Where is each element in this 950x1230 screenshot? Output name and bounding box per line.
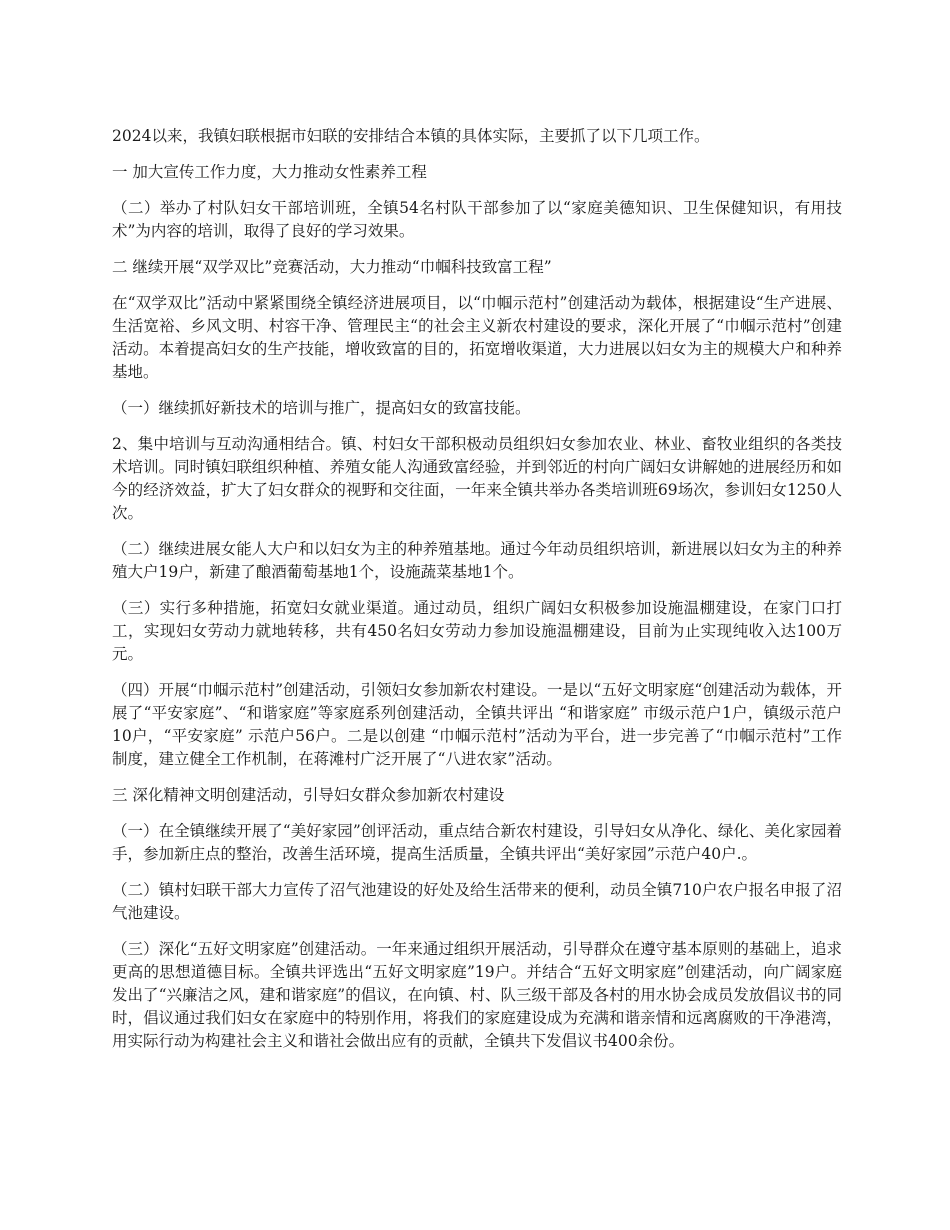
body-paragraph: （二）镇村妇联干部大力宣传了沼气池建设的好处及给生活带来的便利，动员全镇710户农户报名申报了沼气池建设。: [112, 881, 842, 922]
body-paragraph: （一）在全镇继续开展了“美好家园”创评活动，重点结合新农村建设，引导妇女从净化、绿化、美化家园着手，参加新庄点的整治，改善生活环境，提高生活质量，全镇共评出“美好家园”示范户40户.。: [112, 822, 842, 863]
body-paragraph: （二）举办了村队妇女干部培训班，全镇54名村队干部参加了以“家庭美德知识、卫生保健知识，有用技术”为内容的培训，取得了良好的学习效果。: [112, 199, 842, 240]
subsection-heading: （一）继续抓好新技术的培训与推广，提高妇女的致富技能。: [112, 399, 531, 417]
body-paragraph: （三）实行多种措施，拓宽妇女就业渠道。通过动员，组织广阔妇女积极参加设施温棚建设，在家门口打工，实现妇女劳动力就地转移，共有450名妇女劳动力参加设施温棚建设，目前为止实现纯收入达100万元。: [112, 599, 842, 663]
section-heading-2: 二 继续开展“双学双比”竞赛活动，大力推动“巾帼科技致富工程”: [112, 258, 552, 276]
body-paragraph: （三）深化“五好文明家庭”创建活动。一年来通过组织开展活动，引导群众在遵守基本原则的基础上，追求更高的思想道德目标。全镇共评选出“五好文明家庭”19户。并结合“五好文明家庭”创建活动，向广阔家庭发出了“兴廉洁之风，建和谐家庭”的倡议，在向镇、村、队三级干部及各村的用水协会成员发放倡议书的同时，倡议通过我们妇女在家庭中的特别作用，将我们的家庭建设成为充满和谐亲情和远离腐败的干净港湾，用实际行动为构建社会主义和谐社会做出应有的贡献，全镇共下发倡议书400余份。: [112, 940, 842, 1050]
body-paragraph: （二）继续进展女能人大户和以妇女为主的种养殖基地。通过今年动员组织培训，新进展以妇女为主的种养殖大户19户，新建了酿酒葡萄基地1个，设施蔬菜基地1个。: [112, 540, 842, 581]
intro-paragraph: 2024以来，我镇妇联根据市妇联的安排结合本镇的具体实际，主要抓了以下几项工作。: [112, 127, 710, 145]
body-paragraph: 2、集中培训与互动沟通相结合。镇、村妇女干部积极动员组织妇女参加农业、林业、畜牧业组织的各类技术培训。同时镇妇联组织种植、养殖女能人沟通致富经验，并到邻近的村向广阔妇女讲解她的进展经历和如今的经济效益，扩大了妇女群众的视野和交往面，一年来全镇共举办各类培训班69场次，参训妇女1250人次。: [112, 435, 842, 522]
document-body: [112, 125, 842, 1066]
section-heading-3: 三 深化精神文明创建活动，引导妇女群众参加新农村建设: [112, 786, 505, 804]
body-paragraph: （四）开展“巾帼示范村”创建活动，引领妇女参加新农村建设。一是以“五好文明家庭“创建活动为载体，开展了“平安家庭”、“和谐家庭”等家庭系列创建活动，全镇共评出 “和谐家庭” 市级示范户1户，镇级示范户10户，“平安家庭” 示范户56户。二是以创建 “巾帼示范村”活动为平台，进一步完善了“巾帼示范村”工作制度，建立健全工作机制，在蒋滩村广泛开展了“八进农家”活动。: [112, 681, 842, 768]
body-paragraph: 在“双学双比”活动中紧紧围绕全镇经济进展项目，以“巾帼示范村”创建活动为载体，根据建设“生产进展、生活宽裕、乡风文明、村容干净、管理民主“的社会主义新农村建设的要求，深化开展了“巾帼示范村”创建活动。本着提高妇女的生产技能，增收致富的目的，拓宽增收渠道，大力进展以妇女为主的规模大户和种养基地。: [112, 294, 842, 381]
section-heading-1: 一 加大宣传工作力度，大力推动女性素养工程: [112, 163, 427, 181]
